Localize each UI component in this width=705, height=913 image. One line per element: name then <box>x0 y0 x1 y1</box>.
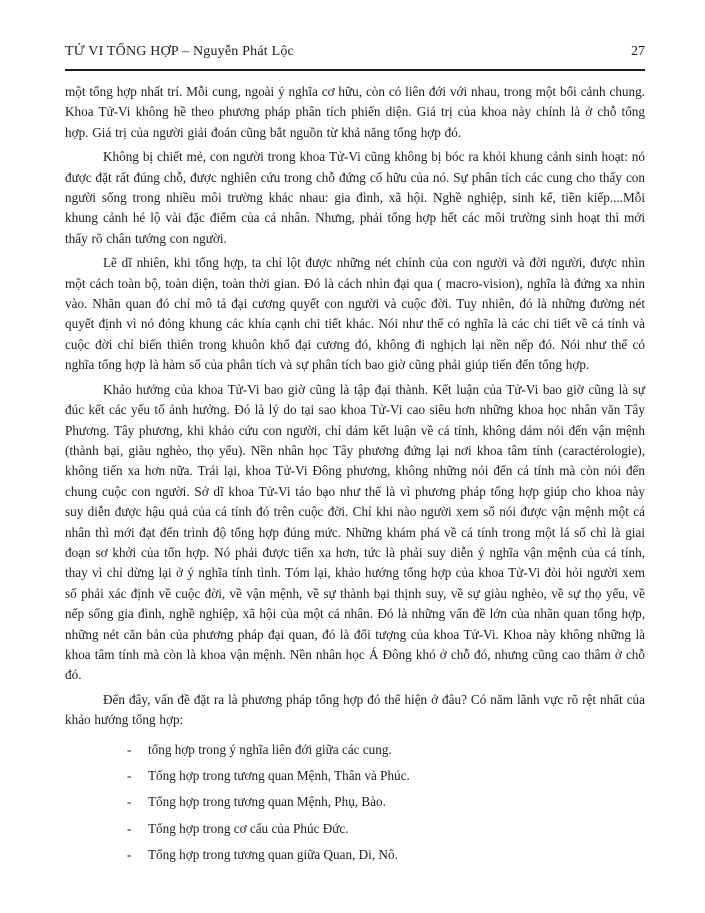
bullet-text: Tổng hợp trong tương quan Mệnh, Thân và Phúc. <box>148 768 410 783</box>
bullet-text: Tổng hợp trong cơ cấu của Phúc Đức. <box>148 820 349 836</box>
list-item <box>127 819 645 839</box>
page-header <box>65 43 645 60</box>
paragraph: Khảo hướng của khoa Tử-Vi bao giờ cũng là tập đại thành. Kết luận của Tử-Vi bao giờ cũng là sự đúc kết các yếu tố ảnh hưởng. Đó là lý do tại sao khoa Tử-Vi cao siêu hơn những khoa học nhân văn Tây Phương. Tây phương, khi khảo cứu con người, chỉ dám kết luận về cá tính, không dám nói đến vận mệnh (thành bại, giàu nghèo, thọ yểu). Nền nhân học Tây phương đứng lại nơi khoa tâm tính (caractérologie), không tiến xa hơn nữa. Trái lại, khoa Tử-Vi Đông phương, không những nói đến cá tính mà còn nói đến chung cuộc con người. Sở dĩ khoa Tử-Vi táo bạo như thế là vì phương pháp tổng hợp giúp cho khoa này suy diễn được hậu quả của cá tính đó trên cuộc đời. Chỉ khi nào người xem số nói được vận mệnh một cá nhân thì mới đạt đến trình độ tổng hợp đúng mức. Những khám phá về cá tính trong một lá số chì là giai đoạn sơ khởi của tổn hợp. Nó phải được tiến xa hơn, tức là phải suy diễn ý nghĩa vận mệnh của cá tính, thay vì chỉ dừng lại ở ý nghĩa tính tình. Tóm lại, khảo hướng tổng hợp của khoa Tử-Vi đòi hỏi người xem số phải xác định về cuộc đời, về vận mệnh, về sự thành bại thịnh suy, về sự giàu nghèo, về sự thọ yểu, về nếp sống gia đình, nghề nghiệp, xã hội của một cá nhân. Đó là những vấn đề lớn của nhãn quan tổng hợp, những nét căn bản của phương pháp đại quan, đó là đối tượng của khoa Tử-Vi. Khoa này không những là khoa tâm tính mà còn là khoa vận mệnh. Nền nhân học Á Đông khó ở chỗ đó, nhưng cũng cao thâm ở chỗ đó. <box>65 381 645 683</box>
paragraph: Đến đây, vấn đề đặt ra là phương pháp tổng hợp đó thể hiện ở đâu? Có năm lãnh vực rõ rệt nhất của khảo hướng tổng hợp: <box>65 691 645 728</box>
list-item <box>127 792 645 812</box>
bullet-marker: - <box>127 847 132 863</box>
paragraph: Không bị chiết mẻ, con người trong khoa Tử-Vi cũng không bị bóc ra khỏi khung cảnh sinh hoạt: nó được đặt rất đúng chỗ, được nghiên cứu trong chỗ đứng cố hữu của nó. Sự phân tích các cung cho thấy con người sống trong nhiều môi trường khác nhau: gia đình, xã hội. Nghề nghiệp, sinh kế, tiền kiếp....Mỗi khung cảnh hé lộ vài đặc điểm của cá nhân. Nhưng, phải tổng hợp hết các môi trường sinh hoạt thì mới thấy rõ chân tướng con người. <box>65 149 645 246</box>
header-rule <box>65 69 645 71</box>
bullet-text: Tổng hợp trong tương quan giữa Quan, Di, Nô. <box>148 847 398 863</box>
bullet-marker: - <box>127 768 132 783</box>
list-item <box>127 845 645 865</box>
bullet-text: tổng hợp trong ý nghĩa liên đới giữa các cung. <box>148 741 392 757</box>
list-item <box>127 740 645 760</box>
paragraph-continued: một tổng hợp nhất trí. Mỗi cung, ngoài ý nghĩa cơ hữu, còn có liên đới với nhau, trong một bối cảnh chung. Khoa Tử-Vi không hề theo phương pháp phân tích phiến diện. Giá trị của khoa này chính là ở chỗ tổng hợp. Giá trị của người giải đoán cũng bắt nguồn từ khả năng tổng hợp đó. <box>65 84 645 140</box>
bullet-text: Tổng hợp trong tương quan Mệnh, Phụ, Bào. <box>148 794 386 810</box>
bullet-marker: - <box>127 820 132 836</box>
list-item <box>127 766 645 786</box>
page-number: 27 <box>631 44 645 59</box>
bullet-list <box>65 740 645 866</box>
bullet-marker: - <box>127 794 132 810</box>
header-title: TỬ VI TỔNG HỢP – Nguyễn Phát Lộc <box>65 44 294 59</box>
bullet-marker: - <box>127 741 132 757</box>
paragraph: Lẽ dĩ nhiên, khi tổng hợp, ta chỉ lột được những nét chính của con người và đời người, được nhìn một cách toàn bộ, toàn diện, toàn thời gian. Đó là cách nhìn đại qua ( macro-vision), nghĩa là đứng xa nhìn vào. Nhãn quan đó chỉ mô tả đại cương quyết con người và cuộc đời. Tuy nhiên, đó là những đường nét quyết định vì nó đóng khung các khía cạnh chi tiết khác. Nói như thế có nghĩa là các chi tiết về cá tính và cuộc đời chỉ biến thiên trong khuôn khổ đại cương đó, không đi nghịch lại nền nếp đó. Nói như thế có nghĩa tổng hợp là hàm số của phân tích và sự phân tích bao giờ cũng phải giúp tiến đến tổng hợp. <box>65 255 645 373</box>
